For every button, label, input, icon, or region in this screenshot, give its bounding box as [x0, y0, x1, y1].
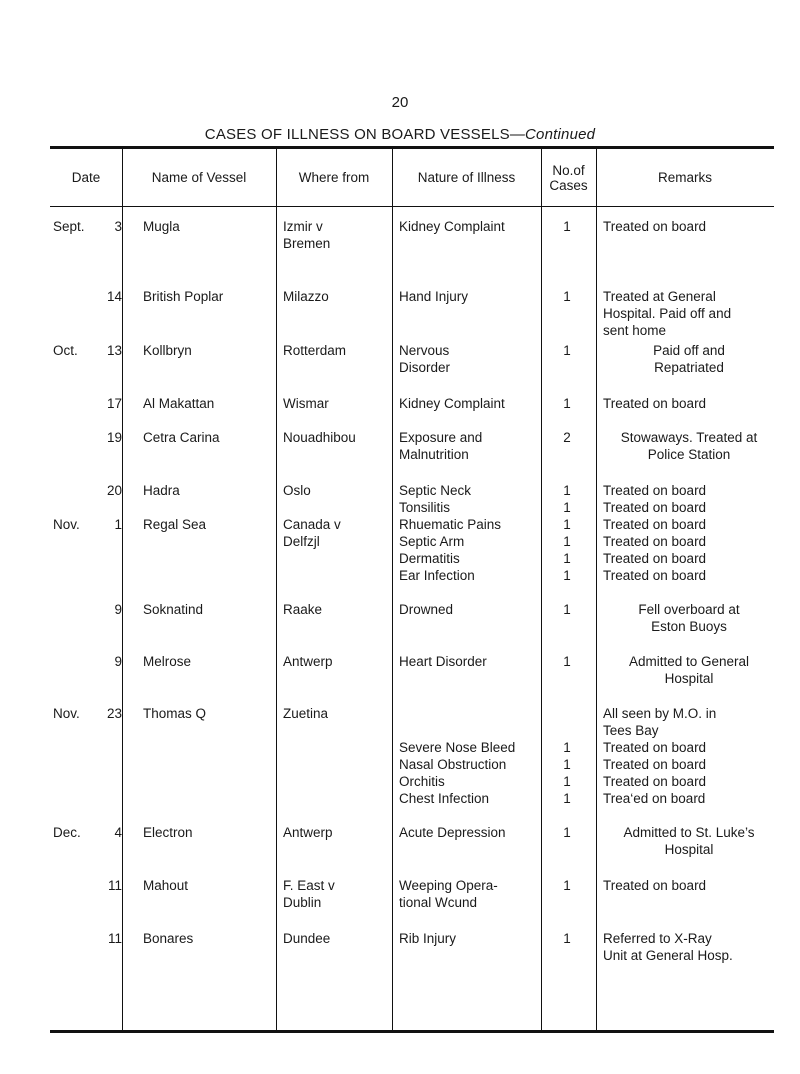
nature-line: Weeping Opera-: [399, 878, 498, 893]
date-cell: [50, 877, 122, 894]
cases-cell: [542, 288, 592, 305]
where-from-cell: [283, 653, 393, 670]
cases-value: 1: [563, 791, 571, 806]
where-from-cell: [283, 482, 393, 499]
remarks-cell: [603, 395, 778, 412]
column-divider: [276, 149, 277, 1030]
header-cases-line2: Cases: [549, 177, 588, 193]
nature-line: Nervous: [399, 343, 450, 358]
nature-line: Disorder: [399, 360, 451, 375]
date-month: Oct.: [53, 343, 78, 358]
remarks-line: Treated on board: [603, 396, 707, 411]
page-number: 20: [391, 94, 409, 111]
where-from-line: Raake: [283, 602, 323, 617]
nature-cell: [399, 395, 549, 412]
cases-value: 1: [563, 219, 571, 234]
date-cell: [50, 288, 122, 305]
date-cell: [50, 516, 122, 533]
remarks-line: Admitted to St. Luke’s: [623, 825, 755, 840]
where-from-cell: [283, 824, 393, 841]
table-bottom-rule: [50, 1030, 774, 1033]
header-cases: [541, 149, 596, 206]
date-cell: [50, 395, 122, 412]
table-header-rule: [50, 206, 774, 207]
vessel-name: Al Makattan: [143, 396, 215, 411]
cases-cell: [542, 342, 592, 359]
where-from-line: Dundee: [283, 931, 331, 946]
date-cell: [50, 342, 122, 359]
cases-value: 1: [563, 534, 571, 549]
remarks-line: Repatriated: [654, 360, 724, 375]
nature-line: Ear Infection: [399, 568, 475, 583]
vessel-name: British Poplar: [143, 289, 224, 304]
date-month: Nov.: [53, 517, 80, 532]
where-from-line: Dublin: [283, 895, 322, 910]
cases-value: 1: [563, 517, 571, 532]
nature-line: [399, 705, 549, 722]
remarks-line: Admitted to General: [628, 654, 750, 669]
remarks-cell: [603, 601, 775, 635]
where-from-line: F. East v: [283, 878, 335, 893]
vessel-name: Thomas Q: [143, 706, 207, 721]
cases-cell: [542, 877, 592, 894]
remarks-line: Treated on board: [603, 568, 707, 583]
remarks-line: Paid off and: [653, 343, 725, 358]
cases-cell: [542, 930, 592, 947]
nature-cell: [399, 824, 549, 841]
remarks-line: Trea‘ed on board: [603, 791, 706, 806]
nature-cell: [399, 429, 549, 463]
cases-value: 1: [563, 500, 571, 515]
nature-line: Kidney Complaint: [399, 219, 505, 234]
date-day: 17: [106, 396, 122, 411]
where-from-line: Zuetina: [283, 706, 329, 721]
cases-value: 2: [563, 430, 571, 445]
date-day: 19: [106, 430, 122, 445]
where-from-cell: [283, 288, 393, 305]
remarks-line: Hospital. Paid off and: [603, 306, 732, 321]
header-vessel: Name of Vessel: [151, 170, 247, 185]
remarks-cell: [603, 429, 775, 463]
date-cell: [50, 705, 122, 722]
date-day: 4: [114, 825, 122, 840]
remarks-line: Tees Bay: [603, 723, 659, 738]
where-from-line: Nouadhibou: [283, 430, 356, 445]
nature-line: tional Wcund: [399, 895, 478, 910]
vessel-name: Cetra Carina: [143, 430, 220, 445]
remarks-line: Treated on board: [603, 551, 707, 566]
nature-cell: [399, 342, 549, 376]
cases-value: 1: [563, 551, 571, 566]
where-from-line: Bremen: [283, 236, 331, 251]
nature-line: Acute Depression: [399, 825, 506, 840]
date-cell: [50, 482, 122, 499]
where-from-cell: [283, 429, 393, 446]
cases-cell: [542, 482, 592, 516]
remarks-cell: [603, 218, 778, 235]
cases-value: 1: [563, 602, 571, 617]
date-cell: [50, 218, 122, 235]
vessel-name: Bonares: [143, 931, 194, 946]
remarks-line: Referred to X-Ray: [603, 931, 712, 946]
remarks-cell: [603, 516, 778, 584]
nature-line: [399, 722, 549, 739]
remarks-line: All seen by M.O. in: [603, 706, 717, 721]
date-day: 20: [106, 483, 122, 498]
cases-value: [542, 705, 592, 722]
date-day: 23: [106, 706, 122, 721]
remarks-line: Treated on board: [603, 740, 707, 755]
remarks-line: Eston Buoys: [651, 619, 727, 634]
where-from-line: Delfzjl: [283, 534, 320, 549]
header-remarks: Remarks: [657, 170, 712, 185]
where-from-line: Antwerp: [283, 825, 333, 840]
date-day: 11: [107, 931, 122, 946]
nature-line: Exposure and: [399, 430, 483, 445]
nature-line: Nasal Obstruction: [399, 757, 507, 772]
cases-value: [542, 722, 592, 739]
where-from-line: Rotterdam: [283, 343, 347, 358]
where-from-cell: [283, 930, 393, 947]
cases-value: 1: [563, 483, 571, 498]
nature-line: Rhuematic Pains: [399, 517, 502, 532]
date-day: 13: [106, 343, 122, 358]
vessel-name: Mahout: [143, 878, 189, 893]
where-from-line: Milazzo: [283, 289, 329, 304]
remarks-line: Treated on board: [603, 757, 707, 772]
nature-line: Malnutrition: [399, 447, 469, 462]
header-nature: Nature of Illness: [417, 170, 516, 185]
remarks-cell: [603, 482, 778, 516]
page-title: [0, 126, 800, 143]
date-day: 11: [107, 878, 122, 893]
cases-value: 1: [563, 396, 571, 411]
nature-line: Tonsilitis: [399, 500, 451, 515]
remarks-line: Treated on board: [603, 534, 707, 549]
vessel-name: Hadra: [143, 483, 180, 498]
cases-cell: [542, 516, 592, 584]
nature-line: Drowned: [399, 602, 454, 617]
title-suffix: —Continued: [509, 126, 596, 143]
date-month: Sept.: [53, 219, 85, 234]
remarks-cell: [603, 653, 775, 687]
vessel-name: Mugla: [143, 219, 180, 234]
date-cell: [50, 429, 122, 446]
remarks-cell: [603, 930, 778, 964]
column-divider: [122, 149, 123, 1030]
date-day: 3: [114, 219, 122, 234]
where-from-line: Oslo: [283, 483, 311, 498]
cases-cell: [542, 653, 592, 670]
nature-line: Hand Injury: [399, 289, 469, 304]
nature-line: Septic Arm: [399, 534, 465, 549]
remarks-cell: [603, 288, 778, 339]
remarks-cell: [603, 705, 778, 807]
vessel-name: Kollbryn: [143, 343, 192, 358]
date-month: Nov.: [53, 706, 80, 721]
where-from-cell: [283, 218, 393, 252]
where-from-cell: [283, 516, 393, 550]
nature-line: Septic Neck: [399, 483, 472, 498]
nature-cell: [399, 288, 549, 305]
where-from-cell: [283, 877, 393, 911]
nature-line: Dermatitis: [399, 551, 460, 566]
date-day: 9: [114, 654, 122, 669]
remarks-line: Hospital: [664, 671, 714, 686]
remarks-line: Treated at General: [603, 289, 716, 304]
cases-value: 1: [563, 343, 571, 358]
where-from-line: Wismar: [283, 396, 329, 411]
remarks-line: Hospital: [664, 842, 714, 857]
nature-cell: [399, 482, 549, 516]
remarks-line: Treated on board: [603, 878, 707, 893]
remarks-line: Unit at General Hosp.: [603, 948, 733, 963]
where-from-line: Canada v: [283, 517, 341, 532]
cases-value: 1: [563, 757, 571, 772]
cases-value: 1: [563, 568, 571, 583]
cases-value: 1: [563, 289, 571, 304]
remarks-line: Treated on board: [603, 483, 707, 498]
remarks-cell: [603, 342, 775, 376]
date-cell: [50, 930, 122, 947]
date-day: 14: [106, 289, 122, 304]
date-cell: [50, 601, 122, 618]
date-cell: [50, 653, 122, 670]
header-cases-line1: No.of: [552, 162, 585, 178]
vessel-name: Soknatind: [143, 602, 204, 617]
cases-cell: [542, 601, 592, 618]
header-date: Date: [71, 170, 101, 185]
nature-line: Orchitis: [399, 774, 445, 789]
cases-value: 1: [563, 878, 571, 893]
date-cell: [50, 824, 122, 841]
date-month: Dec.: [53, 825, 81, 840]
remarks-cell: [603, 877, 778, 894]
header-where-from: Where from: [298, 170, 370, 185]
nature-line: Chest Infection: [399, 791, 490, 806]
where-from-cell: [283, 395, 393, 412]
nature-cell: [399, 601, 549, 618]
column-divider: [596, 149, 597, 1030]
cases-cell: [542, 705, 592, 807]
cases-cell: [542, 824, 592, 841]
nature-cell: [399, 877, 549, 911]
remarks-line: Stowaways. Treated at: [620, 430, 758, 445]
date-day: 9: [114, 602, 122, 617]
title-text: CASES OF ILLNESS ON BOARD VESSELS: [204, 126, 510, 143]
cases-value: 1: [563, 825, 571, 840]
remarks-cell: [603, 824, 775, 858]
remarks-line: sent home: [603, 323, 667, 338]
nature-cell: [399, 705, 549, 807]
cases-value: 1: [563, 740, 571, 755]
nature-cell: [399, 218, 549, 235]
cases-cell: [542, 218, 592, 235]
nature-line: Rib Injury: [399, 931, 457, 946]
where-from-line: Antwerp: [283, 654, 333, 669]
nature-line: Kidney Complaint: [399, 396, 505, 411]
remarks-line: Treated on board: [603, 774, 707, 789]
cases-value: 1: [563, 654, 571, 669]
vessel-name: Regal Sea: [143, 517, 207, 532]
remarks-line: Treated on board: [603, 500, 707, 515]
nature-cell: [399, 930, 549, 947]
nature-cell: [399, 653, 549, 670]
where-from-cell: [283, 601, 393, 618]
where-from-line: Izmir v: [283, 219, 323, 234]
where-from-cell: [283, 342, 393, 359]
cases-value: 1: [563, 931, 571, 946]
cases-value: 1: [563, 774, 571, 789]
where-from-cell: [283, 705, 393, 722]
remarks-line: Treated on board: [603, 219, 707, 234]
remarks-line: Fell overboard at: [638, 602, 740, 617]
nature-line: Heart Disorder: [399, 654, 487, 669]
remarks-line: Treated on board: [603, 517, 707, 532]
cases-cell: [542, 429, 592, 446]
cases-cell: [542, 395, 592, 412]
remarks-line: Police Station: [647, 447, 731, 462]
nature-cell: [399, 516, 549, 584]
vessel-name: Melrose: [143, 654, 192, 669]
vessel-name: Electron: [143, 825, 193, 840]
nature-line: Severe Nose Bleed: [399, 740, 516, 755]
date-day: 1: [114, 517, 122, 532]
